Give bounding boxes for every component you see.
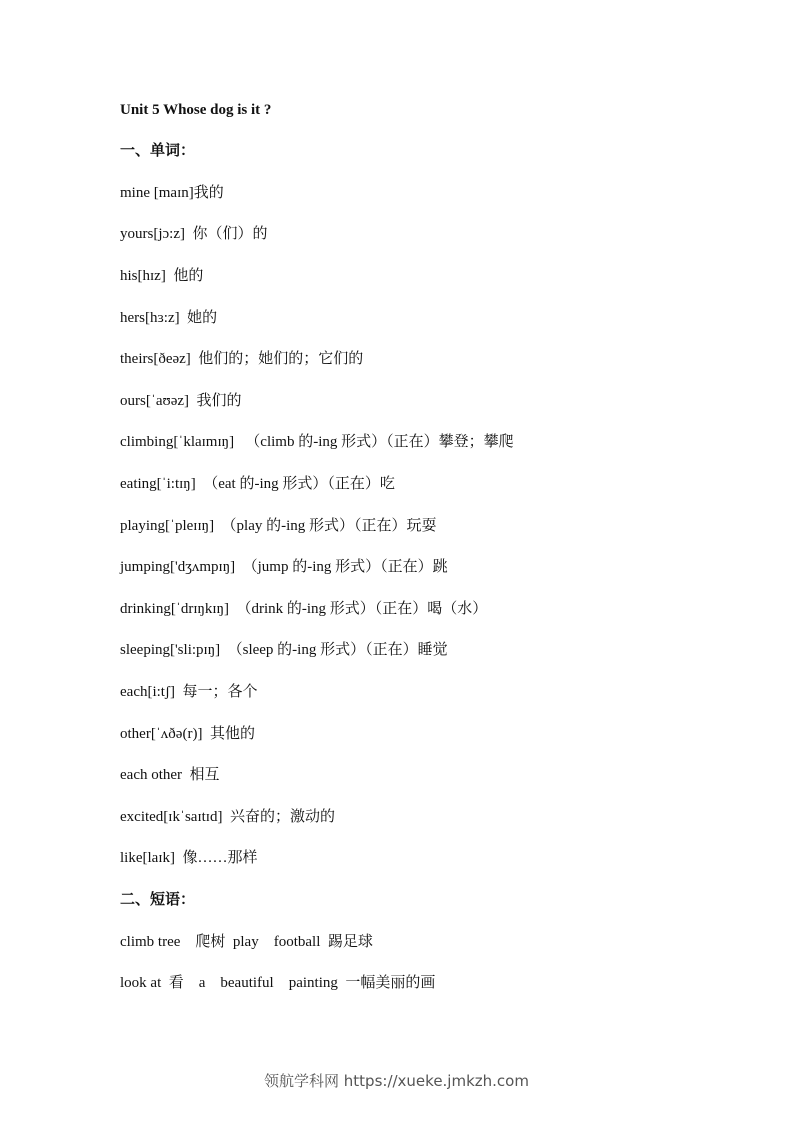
vocab-item: theirs[ðeəz] 他们的；她们的；它们的 [120,351,364,367]
vocab-item: excited[ɪkˈsaɪtɪd] 兴奋的；激动的 [120,809,335,825]
section-heading-phrases: 二、短语： [120,890,196,908]
footer-watermark: 领航学科网 https://xueke.jmkzh.com [264,1072,529,1090]
vocab-item: hers[hɜ:z] 她的 [120,310,218,326]
vocab-item: each other 相互 [120,767,220,783]
vocab-item: eating[ˈi:tɪŋ] （eat 的-ing 形式）（正在）吃 [120,476,395,492]
vocab-item: like[laɪk] 像……那样 [120,850,258,866]
vocab-item: ours[ˈaʊəz] 我们的 [120,393,242,409]
phrase-item: climb tree 爬树 play football 踢足球 [120,934,373,950]
section-heading-words: 一、单词： [120,141,196,159]
vocab-item: each[i:tʃ] 每一；各个 [120,684,258,700]
unit-title: Unit 5 Whose dog is it ? [120,102,272,118]
phrase-item: look at 看 a beautiful painting 一幅美丽的画 [120,975,436,991]
vocab-item: climbing[ˈklaɪmɪŋ] （climb 的-ing 形式）（正在）攀登；攀爬 [120,434,514,450]
vocab-item: other[ˈʌðə(r)] 其他的 [120,726,255,742]
vocab-item: drinking[ˈdrɪŋkɪŋ] （drink 的-ing 形式）（正在）喝（水） [120,601,488,617]
vocab-item: yours[jɔ:z] 你（们）的 [120,226,268,242]
vocab-item: his[hɪz] 他的 [120,268,204,284]
vocab-item: playing[ˈpleɪɪŋ] （play 的-ing 形式）（正在）玩耍 [120,518,437,534]
vocab-item: mine [maɪn]我的 [120,185,224,201]
vocab-item: jumping['dʒʌmpɪŋ] （jump 的-ing 形式）（正在）跳 [120,559,448,575]
vocab-item: sleeping['sli:pɪŋ] （sleep 的-ing 形式）（正在）睡觉 [120,642,448,658]
